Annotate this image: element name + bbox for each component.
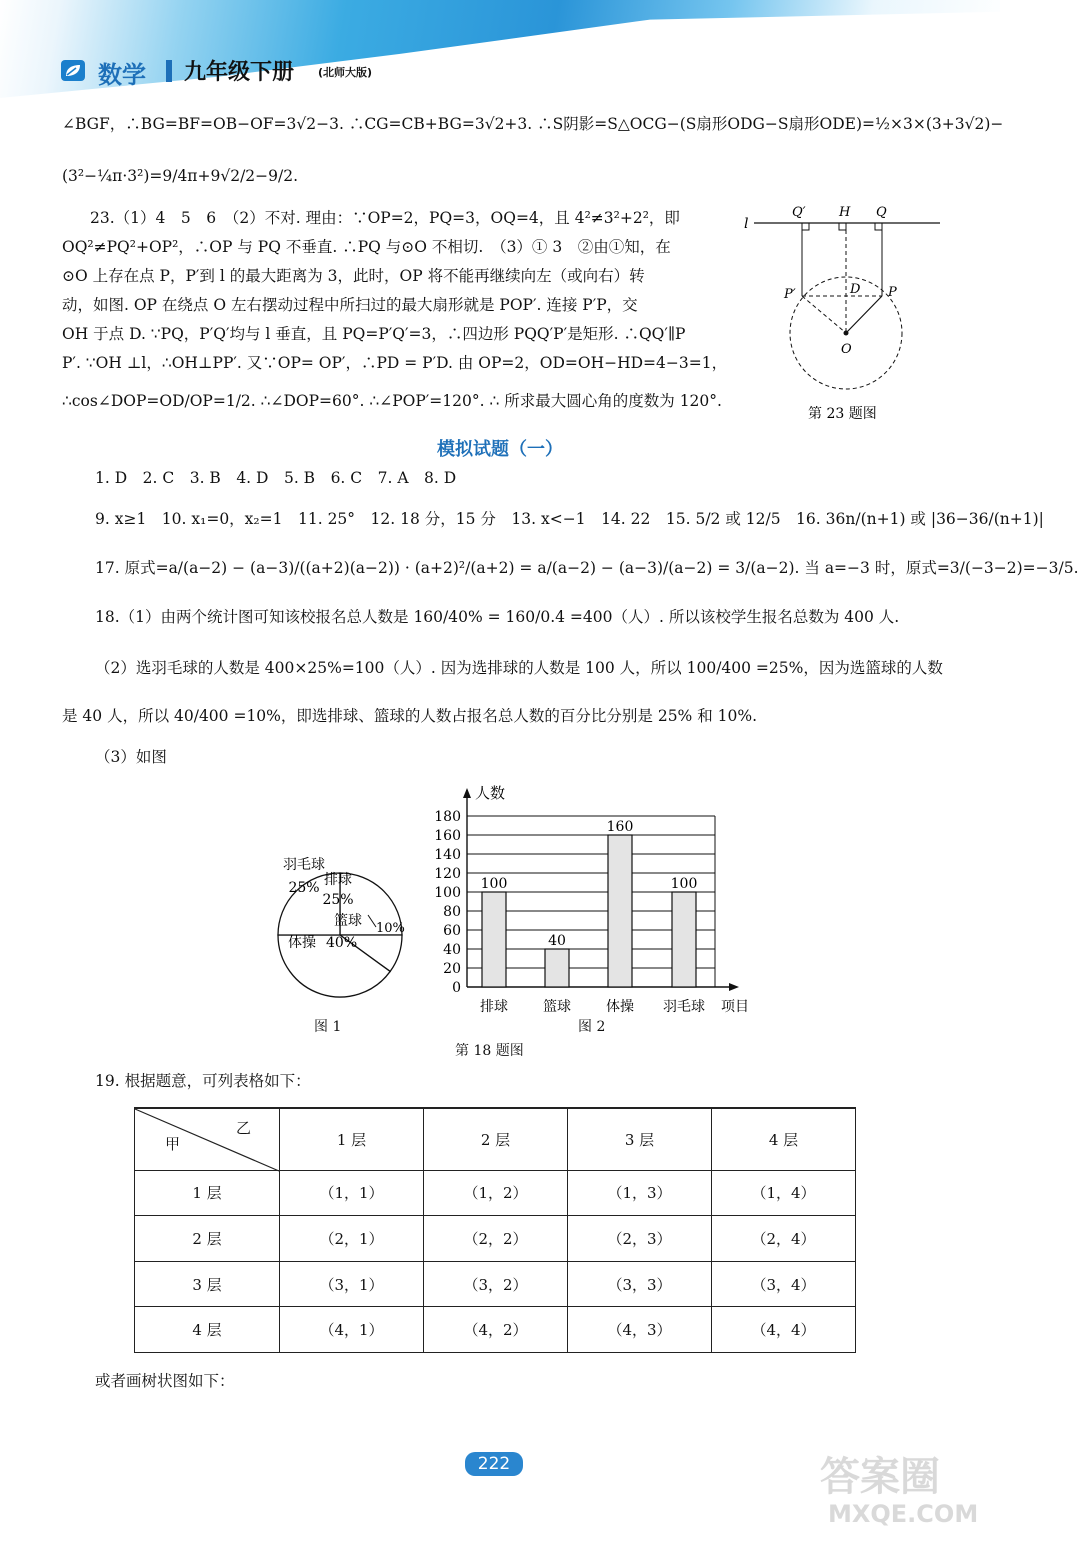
q23-line-5: OH 于点 D. ∵PQ，P′Q′均与 l 垂直，且 PQ=P′Q′=3，∴四边形 PQQ′P′是矩形. ∴QQ′∥P [62,325,686,343]
row-header: 4 层 [135,1307,280,1353]
segment-op [846,296,882,333]
q19-table [134,1107,856,1353]
table-cell: （2，1） [280,1216,424,1262]
bar [608,835,632,987]
watermark-logo: 答案圈 [820,1454,940,1500]
q19-intro: 19. 根据题意，可列表格如下： [95,1072,311,1090]
row-header: 2 层 [135,1216,280,1262]
pie-chart [240,835,440,1035]
label-h: H [839,205,851,220]
header-divider [166,60,172,82]
bar [545,949,569,987]
y-tick-label: 120 [434,866,461,882]
point-o [844,331,849,336]
x-tick-label: 篮球 [543,999,571,1015]
q17-answer: 17. 原式=a/(a−2) − (a−3)/((a+2)(a−2)) · (a+2)²/(a+2) = a/(a−2) − (a−3)/(a−2) = 3/(a−2). 当 a=−3 时，原式=3/(−3−2)=−3/5. [95,559,1079,577]
table-cell: （3，4） [712,1261,856,1307]
header-banner [0,0,1000,98]
table-cell: （1，3） [568,1170,712,1216]
label-p: P [888,285,897,300]
right-angle-q-prime [802,223,809,230]
pie-label-basketball: 篮球 [334,913,362,929]
q18-part3: （3）如图 [95,748,167,766]
y-tick-label: 180 [434,809,461,825]
table-cell: （4，1） [280,1307,424,1353]
y-axis-arrow [463,788,471,798]
x-tick-label: 羽毛球 [663,999,705,1015]
x-axis-label: 项目 [721,999,749,1015]
table-cell: （1，4） [712,1170,856,1216]
prev-answer-line-2: (3²−¼π·3²)=9/4π+9√2/2−9/2. [62,167,299,185]
label-l: l [744,216,749,232]
y-tick-label: 140 [434,847,461,863]
row-header: 3 层 [135,1261,280,1307]
pie-label-gymnastics: 体操 [288,935,316,951]
table-cell: （2，4） [712,1216,856,1262]
y-tick-label: 40 [443,942,461,958]
q23-line-3: ⊙O 上存在点 P，P′到 l 的最大距离为 3，此时，OP 将不能再继续向左（或向右）转 [62,267,645,285]
label-o: O [841,342,852,357]
header-subject: 数学 [98,61,146,89]
row-header: 1 层 [135,1170,280,1216]
right-angle-h [839,223,846,230]
label-q-prime: Q′ [792,205,806,220]
y-tick-label: 60 [443,923,461,939]
table-cell: （3，3） [568,1261,712,1307]
section-title: 模拟试题（一） [437,439,563,460]
choice-answers: 1. D 2. C 3. B 4. D 5. B 6. C 7. A 8. D [95,469,457,487]
fill-answers: 9. x≥1 10. x₁=0，x₂=1 11. 25° 12. 18 分，15 分 13. x<−1 14. 22 15. 5/2 或 12/5 16. 36n/(n+1) 或 |36−36/(n+1)| [95,510,1044,528]
bar-data-label: 160 [606,819,634,835]
table-row [135,1261,856,1307]
pie-pct-badminton: 25% [288,880,320,896]
table-cell: （2，2） [424,1216,568,1262]
page-number: 222 [465,1452,523,1476]
pie-caption: 图 1 [314,1019,342,1035]
y-tick-label: 100 [434,885,461,901]
table-corner-cell [135,1108,280,1170]
bar [482,892,506,987]
table-cell: （3，1） [280,1261,424,1307]
q23-line-1: 23.（1）4 5 6 （2）不对. 理由：∵OP=2，PQ=3，OQ=4，且 4²≠3²+2²，即 [90,209,680,227]
q19-tree-intro: 或者画树状图如下： [95,1372,235,1390]
q18-part1: 18.（1）由两个统计图可知该校报名总人数是 160/40% = 160/0.4 =400（人）. 所以该校学生报名总数为 400 人. [95,608,900,626]
pie-outside-label: 10% [376,921,405,936]
column-header: 2 层 [424,1108,568,1170]
x-tick-label: 体操 [606,999,634,1015]
y-tick-label: 80 [443,904,461,920]
corner-row-label: 甲 [165,1134,181,1153]
pie-pct-volleyball: 25% [322,892,354,908]
table-cell: （4，2） [424,1307,568,1353]
q23-line-2: OQ²≠PQ²+OP²，∴OP 与 PQ 不垂直. ∴PQ 与⊙O 不相切. （3）① 3 ②由①知，在 [62,238,671,256]
right-angle-q [875,223,882,230]
bar-caption: 图 2 [578,1019,606,1035]
header-edition: (北师大版) [318,66,373,79]
q23-line-4: 动，如图. OP 在绕点 O 左右摆动过程中所扫过的最大扇形就是 POP′. 连接 P′P，交 [62,296,638,314]
label-p-prime: P′ [784,287,796,302]
bar [672,892,696,987]
bar-chart [420,782,760,1020]
pie-label-volleyball: 排球 [324,872,352,888]
table-cell: （4，3） [568,1307,712,1353]
bar-data-label: 40 [548,933,566,949]
y-tick-label: 20 [443,961,461,977]
prev-answer-line-1: ∠BGF，∴BG=BF=OB−OF=3√2−3. ∴CG=CB+BG=3√2+3. ∴S阴影=S△OCG−(S扇形ODG−S扇形ODE)=½×3×(3+3√2)− [62,115,1004,133]
column-header: 3 层 [568,1108,712,1170]
table-row [135,1170,856,1216]
label-d: D [850,282,861,297]
q23-line-7: ∴cos∠DOP=OD/OP=1/2. ∴∠DOP=60°. ∴∠POP′=120°. ∴ 所求最大圆心角的度数为 120°. [62,392,722,410]
q23-line-6: P′. ∵OH ⊥l，∴OH⊥PP′. 又∵OP= OP′，∴PD = P′D. 由 OP=2，OD=OH−HD=4−3=1， [62,354,728,372]
corner-col-label: 乙 [235,1119,251,1137]
watermark-url: MXQE.COM [828,1500,979,1528]
q23-caption: 第 23 题图 [808,406,877,422]
bar-data-label: 100 [480,876,508,892]
table-cell: （1，2） [424,1170,568,1216]
table-cell: （4，4） [712,1307,856,1353]
y-tick-label: 0 [452,980,461,996]
y-tick-label: 160 [434,828,461,844]
y-axis-label: 人数 [475,784,506,802]
x-axis-arrow [729,983,739,991]
table-row [135,1216,856,1262]
figure18-caption: 第 18 题图 [455,1043,524,1059]
segment-op-prime [802,296,846,333]
header-grade: 九年级下册 [184,60,295,85]
column-header: 4 层 [712,1108,856,1170]
bar-data-label: 100 [670,876,698,892]
table-cell: （1，1） [280,1170,424,1216]
table-cell: （3，2） [424,1261,568,1307]
table-row [135,1307,856,1353]
column-header: 1 层 [280,1108,424,1170]
label-q: Q [876,205,887,220]
leaf-book-icon [61,60,85,81]
pie-label-badminton: 羽毛球 [283,857,325,873]
table-header-row [135,1108,856,1170]
pie-pct-gymnastics: 40% [326,935,358,951]
x-tick-label: 排球 [480,999,508,1015]
q18-part2-b: 是 40 人，所以 40/400 =10%，即选排球、篮球的人数占报名总人数的百分比分别是 25% 和 10%. [62,707,758,725]
q23-figure [740,200,950,422]
table-cell: （2，3） [568,1216,712,1262]
q18-part2-a: （2）选羽毛球的人数是 400×25%=100（人）. 因为选排球的人数是 100 人，所以 100/400 =25%，因为选篮球的人数 [95,659,943,677]
corner-diagonal [135,1109,279,1171]
